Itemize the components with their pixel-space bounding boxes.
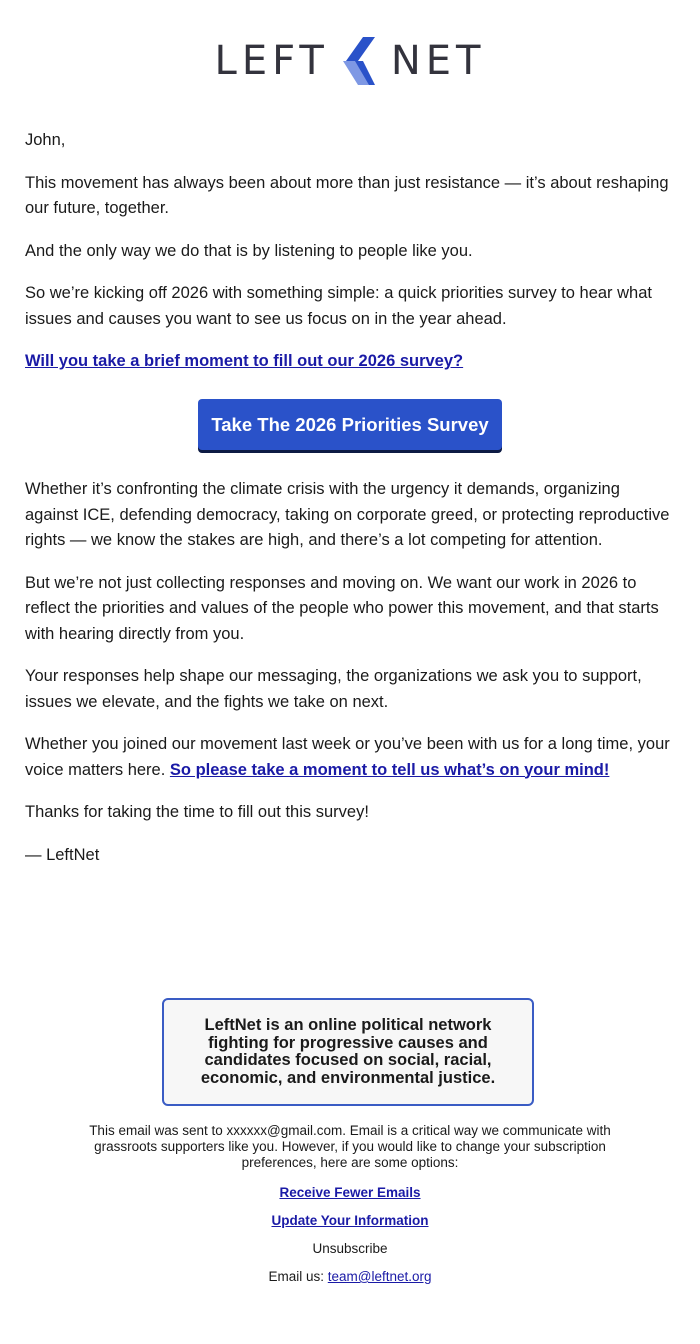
paragraph-7 (25, 732, 675, 783)
leftnet-logo (0, 36, 700, 86)
paragraph-7-text: Whether you joined our movement last week or you’ve been with us for a long time, your voice matters here. (25, 735, 670, 779)
about-text: LeftNet is an online political network fighting for progressive causes and candidates focused on social, racial, economic, and environmental justice. (200, 1016, 496, 1087)
signoff: — LeftNet (25, 845, 100, 864)
greeting: John, (25, 131, 66, 149)
email-body-top (25, 128, 675, 392)
paragraph-5: But we’re not just collecting responses and moving on. We want our work in 2026 to reflect the priorities and values of the people who power this movement, and that starts with hearing directly from you. (25, 573, 659, 643)
footer (70, 1123, 630, 1297)
paragraph-6: Your responses help shape our messaging, the organizations we ask you to support, issues we elevate, and the fights we take on next. (25, 667, 642, 711)
about-box (162, 998, 534, 1106)
tell-us-link[interactable]: So please take a moment to tell us what’s on your mind! (169, 760, 610, 779)
survey-link-paragraph (25, 349, 675, 375)
survey-link[interactable]: Will you take a brief moment to fill out our 2026 survey? (25, 352, 464, 370)
update-information-link[interactable]: Update Your Information (271, 1213, 429, 1228)
email-body-bottom (25, 477, 675, 885)
receive-fewer-emails-link[interactable]: Receive Fewer Emails (279, 1185, 421, 1200)
email-us-label: Email us: (268, 1269, 324, 1284)
chevron-logo-icon (343, 37, 375, 85)
logo-right-word: NET (390, 38, 486, 84)
logo-left-word: LEFT (214, 38, 329, 84)
paragraph-4: Whether it’s confronting the climate crisis with the urgency it demands, organizing against ICE, defending democracy, taking on corporate greed, or protecting reproductive rights — we know the stakes are high, and there’s a lot competing for attention. (25, 480, 670, 549)
cta-container (0, 399, 700, 450)
paragraph-1: This movement has always been about more than just resistance — it’s about reshaping our future, together. (25, 173, 669, 217)
contact-email-link[interactable]: team@leftnet.org (327, 1269, 432, 1284)
paragraph-8: Thanks for taking the time to fill out this survey! (25, 803, 369, 821)
paragraph-2: And the only way we do that is by listening to people like you. (25, 241, 473, 260)
paragraph-3: So we’re kicking off 2026 with something simple: a quick priorities survey to hear what issues and causes you want to see us focus on in the year ahead. (25, 284, 652, 328)
unsubscribe-link[interactable]: Unsubscribe (312, 1241, 388, 1256)
footer-note: This email was sent to xxxxxx@gmail.com. Email is a critical way we communicate with grassroots supporters like you. However, if you would like to change your subscription preferences, here are some options: (89, 1123, 611, 1170)
contact-line (70, 1269, 630, 1285)
take-survey-button[interactable]: Take The 2026 Priorities Survey (198, 399, 501, 450)
